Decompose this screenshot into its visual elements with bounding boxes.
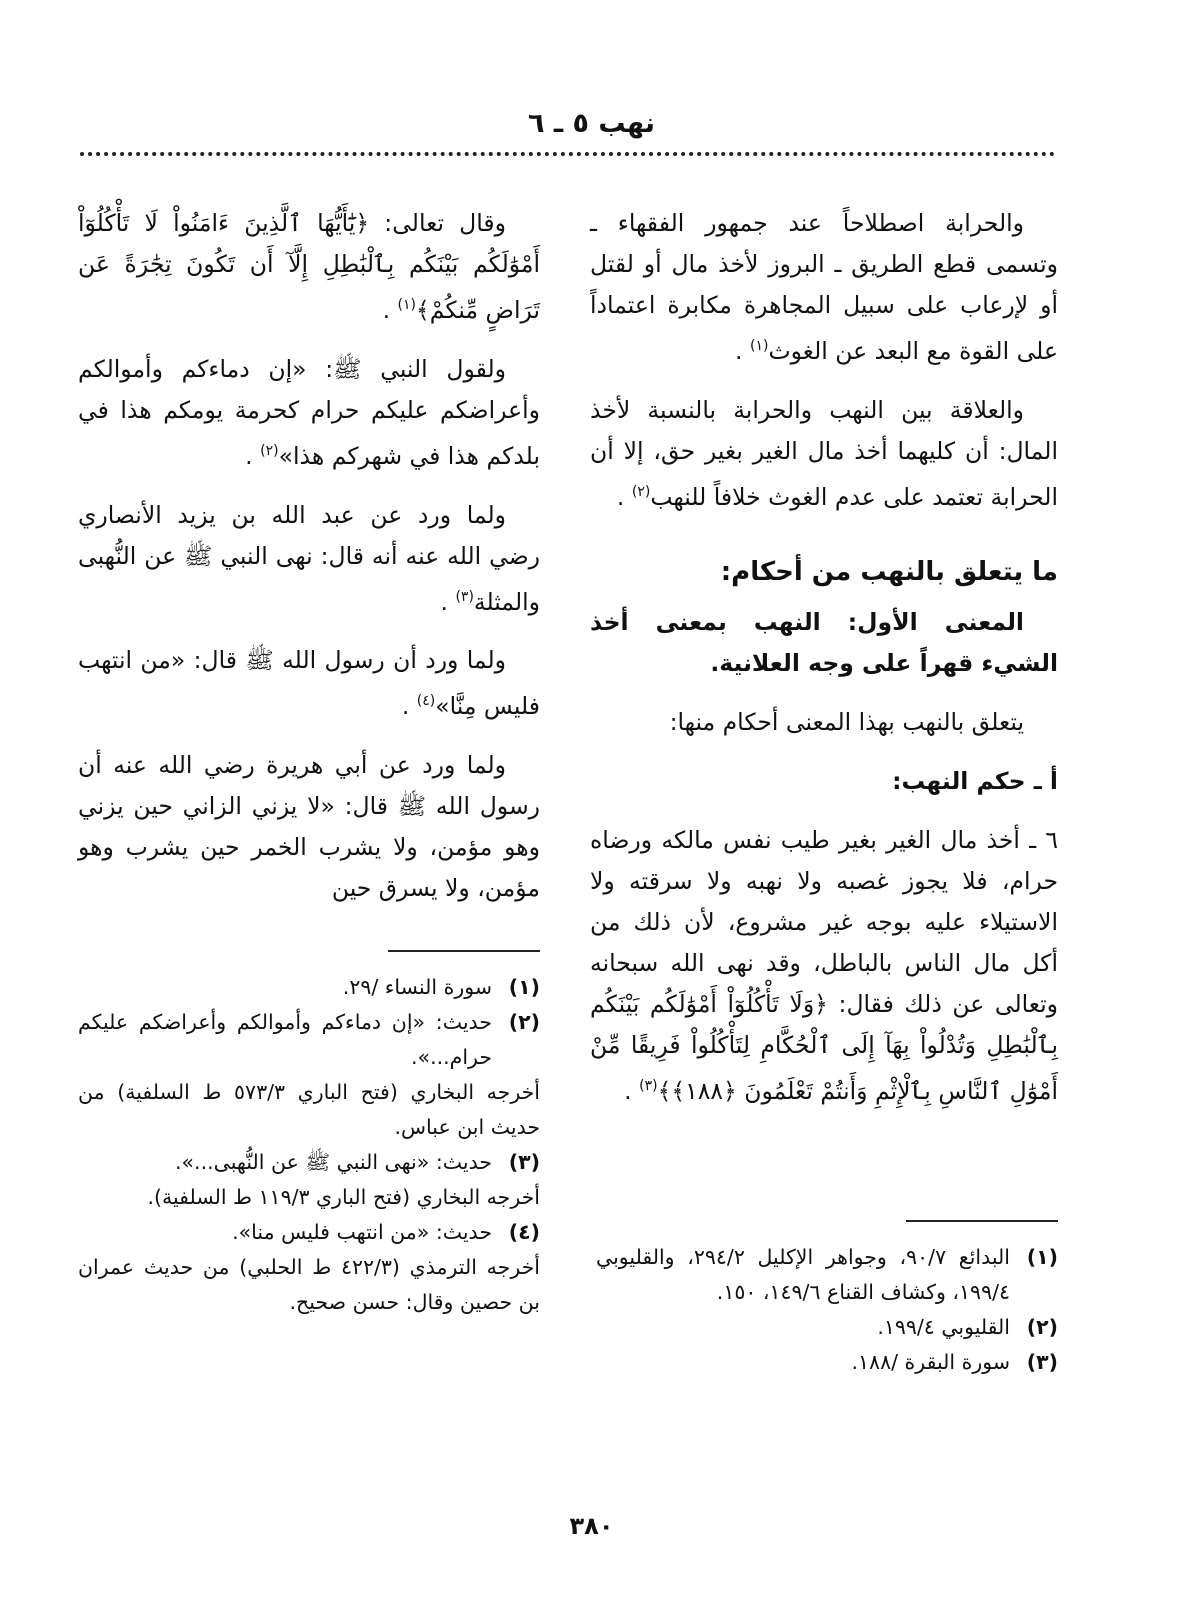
running-title: نهب ٥ ـ ٦ [528, 108, 655, 139]
footnote-ref: (٣) [455, 588, 474, 605]
paragraph-text: ولما ورد أن رسول الله ﷺ قال: «من انتهب فليس مِنَّا» [78, 646, 540, 721]
paragraph-text: والعلاقة بين النهب والحرابة بالنسبة لأخذ المال: أن كليهما أخذ مال الغير بغير حق، إلا أن الحرابة تعتمد على عدم الغوث خلافاً للنهب [590, 395, 1058, 511]
paragraph: ولما ورد عن عبد الله بن يزيد الأنصاري رضي الله عنه أنه قال: نهى النبي ﷺ عن النُّهبى والمثلة$^{(٣)}$ . [78, 500, 540, 616]
paragraph: ٦ ـ أخذ مال الغير بغير طيب نفس مالكه ورضاه حرام، فلا يجوز غصبه ولا نهبه ولا سرقته ولا الاستيلاء عليه بوجه غير مشروع، لأن ذلك من أكل مال الناس بالباطل، وقد نهى الله سبحانه وتعالى عن ذلك فقال: ﴿وَلَا تَأْكُلُوٓاْ أَمْوَٰلَكُم بَيْنَكُم بِٱلْبَٰطِلِ وَتُدْلُواْ بِهَآ إِلَى ٱلْحُكَّامِ لِتَأْكُلُواْ فَرِيقًا مِّنْ أَمْوَٰلِ ٱلنَّاسِ بِٱلْإِثْمِ وَأَنتُمْ تَعْلَمُونَ ﴿١٨٨﴾﴾$^{(٣)}$ . [590, 825, 1058, 1105]
footnote-separator [388, 950, 540, 952]
footnote-text: حديث: «إن دماءكم وأموالكم وأعراضكم عليكم حرام...». [78, 1010, 492, 1069]
footnote [78, 1145, 540, 1180]
paragraph: والحرابة اصطلاحاً عند جمهور الفقهاء ـ وتسمى قطع الطريق ـ البروز لأخذ مال أو لقتل أو لإرعاب على سبيل المجاهرة مكابرة اعتماداً على القوة مع البعد عن الغوث$^{(١)}$ . [590, 209, 1058, 365]
footnote-ref: (٢) [260, 442, 279, 459]
footnote-text: القليوبي ١٩٩/٤. [877, 1315, 1010, 1339]
footnote [596, 1240, 1058, 1310]
footnote-ref: (١) [750, 338, 769, 354]
paragraph [590, 702, 1058, 743]
footnote-text: سورة البقرة /١٨٨. [851, 1350, 1010, 1374]
footnote [78, 1215, 540, 1250]
footnote [596, 1310, 1058, 1345]
paragraph-text: يتعلق بالنهب بهذا المعنى أحكام منها: [669, 707, 1024, 736]
paragraph-text: ولما ورد عن عبد الله بن يزيد الأنصاري رضي الله عنه أنه قال: نهى النبي ﷺ عن النُّهبى والمثلة [78, 500, 540, 616]
footnote-text: سورة النساء /٢٩. [342, 975, 492, 999]
footnote-number: (٢) [508, 1010, 540, 1034]
footnote-text: حديث: «نهى النبي ﷺ عن النُّهبى...». [175, 1150, 492, 1174]
section-heading: ما يتعلق بالنهب من أحكام: [720, 556, 1058, 587]
footnote [78, 970, 540, 1005]
footnote-text: البدائع ٩٠/٧، وجواهر الإكليل ٢٩٤/٢، والقليوبي ١٩٩/٤، وكشاف القناع ١٤٩/٦، ١٥٠. [596, 1245, 1011, 1304]
paragraph: وقال تعالى: ﴿يَٰٓأَيُّهَا ٱلَّذِينَ ءَامَنُواْ لَا تَأْكُلُوٓاْ أَمْوَٰلَكُم بَيْنَكُم بِٱلْبَٰطِلِ إِلَّآ أَن تَكُونَ تِجَٰرَةً عَن تَرَاضٍ مِّنكُمْ﴾$^{(١)}$ . [78, 209, 540, 324]
paragraph-text: وقال تعالى: ﴿يَٰٓأَيُّهَا ٱلَّذِينَ ءَامَنُواْ لَا تَأْكُلُوٓاْ أَمْوَٰلَكُم بَيْنَكُم بِٱلْبَٰطِلِ إِلَّآ أَن تَكُونَ تِجَٰرَةً عَن تَرَاضٍ مِّنكُمْ﴾ [78, 209, 540, 324]
left-column [78, 203, 540, 927]
footnote-continuation: أخرجه البخاري (فتح الباري ١١٩/٣ ط السلفية). [147, 1185, 540, 1209]
footnotes-left [78, 950, 540, 1320]
paragraph: ولما ورد أن رسول الله ﷺ قال: «من انتهب فليس مِنَّا»$^{(٤)}$ . [78, 646, 540, 721]
meaning-label: المعنى الأول: [847, 607, 1024, 636]
footnote-number: (٣) [1026, 1350, 1058, 1374]
footnote-text: حديث: «من انتهب فليس منا». [232, 1220, 492, 1244]
paragraph: والعلاقة بين النهب والحرابة بالنسبة لأخذ المال: أن كليهما أخذ مال الغير بغير حق، إلا أن الحرابة تعتمد على عدم الغوث خلافاً للنهب$^{(٢)}$ . [590, 395, 1058, 511]
footnote-ref: (٢) [631, 483, 651, 500]
footnote-number: (٤) [508, 1220, 540, 1244]
footnote-continuation: أخرجه البخاري (فتح الباري ٥٧٣/٣ ط السلفية) من حديث ابن عباس. [78, 1080, 541, 1139]
paragraph-text: ولما ورد عن أبي هريرة رضي الله عنه أن رسول الله ﷺ قال: «لا يزني الزاني حين يزني وهو مؤمن، ولا يشرب الخمر حين يشرب وهو مؤمن، ولا يسرق حين [78, 751, 540, 903]
header-dotted-rule [80, 152, 1055, 156]
footnote-continuation: أخرجه الترمذي (٤٢٢/٣ ط الحلبي) من حديث عمران بن حصين وقال: حسن صحيح. [78, 1255, 540, 1314]
footnote-ref: (٣) [639, 1077, 658, 1094]
footnote [596, 1345, 1058, 1380]
footnote-number: (٢) [1026, 1315, 1058, 1339]
paragraph [78, 745, 540, 909]
footnote-number: (١) [1026, 1245, 1058, 1269]
meaning-heading [590, 602, 1058, 684]
footnote-number: (١) [508, 975, 540, 999]
paragraph-text: ٦ ـ أخذ مال الغير بغير طيب نفس مالكه ورضاه حرام، فلا يجوز غصبه ولا نهبه ولا سرقته ولا الاستيلاء عليه بوجه غير مشروع، لأن ذلك من أكل مال الناس بالباطل، وقد نهى الله سبحانه وتعالى عن ذلك فقال: ﴿وَلَا تَأْكُلُوٓاْ أَمْوَٰلَكُم بَيْنَكُم بِٱلْبَٰطِلِ وَتُدْلُواْ بِهَآ إِلَى ٱلْحُكَّامِ لِتَأْكُلُواْ فَرِيقًا مِّنْ أَمْوَٰلِ ٱلنَّاسِ بِٱلْإِثْمِ وَأَنتُمْ تَعْلَمُونَ ﴿١٨٨﴾﴾ [590, 825, 1058, 1105]
subheading: أ ـ حكم النهب: [892, 766, 1058, 795]
footnotes-right [596, 1220, 1058, 1380]
footnote-separator [906, 1220, 1058, 1222]
page-header [0, 108, 1183, 139]
footnote-ref: (١) [397, 297, 417, 313]
paragraph-text: ولقول النبي ﷺ: «إن دماءكم وأموالكم وأعراضكم عليكم حرام كحرمة يومكم هذا في بلدكم هذا في شهركم هذا» [78, 354, 540, 470]
footnote-number: (٣) [508, 1150, 540, 1174]
right-column [590, 203, 1058, 1129]
footnote [78, 1005, 540, 1075]
paragraph: ولقول النبي ﷺ: «إن دماءكم وأموالكم وأعراضكم عليكم حرام كحرمة يومكم هذا في بلدكم هذا في شهركم هذا»$^{(٢)}$ . [78, 354, 540, 470]
paragraph-text: والحرابة اصطلاحاً عند جمهور الفقهاء ـ وتسمى قطع الطريق ـ البروز لأخذ مال أو لقتل أو لإرعاب على سبيل المجاهرة مكابرة اعتماداً على القوة مع البعد عن الغوث [590, 209, 1058, 365]
footnote-ref: (٤) [416, 693, 436, 710]
page-number: ٣٨٠ [569, 1512, 614, 1540]
meaning-text: النهب بمعنى أخذ الشيء قهراً على وجه العلانية. [590, 607, 1058, 677]
